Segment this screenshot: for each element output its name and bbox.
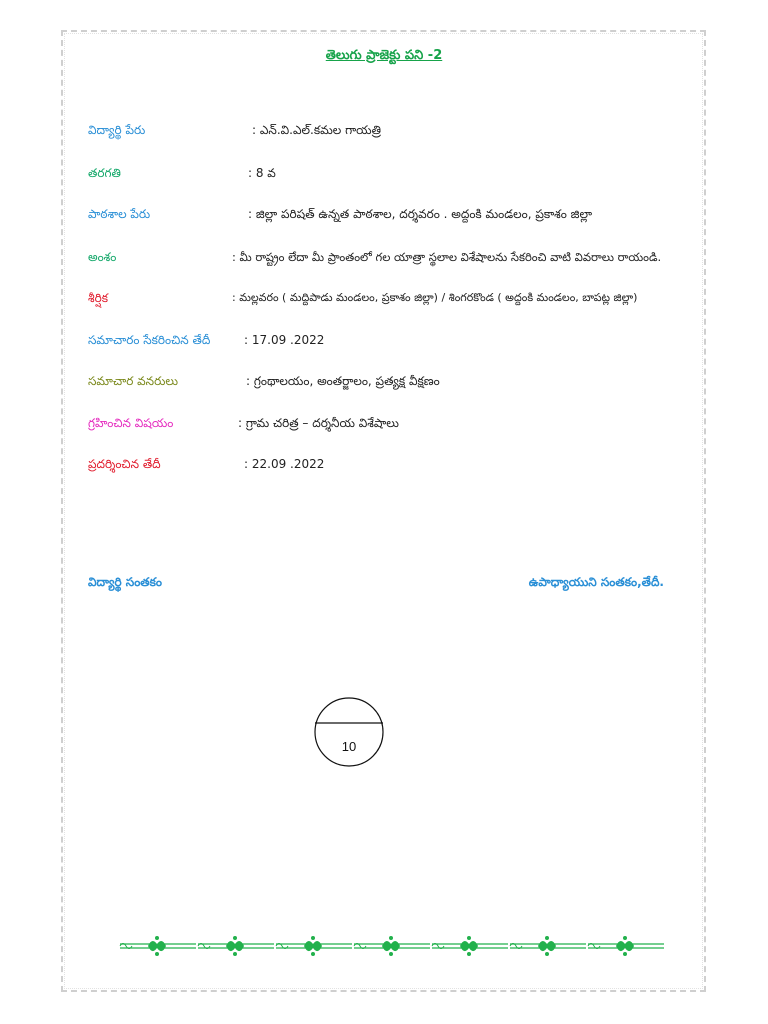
score-mark: 10: [341, 739, 357, 754]
label-learned: గ్రహించిన విషయం: [88, 416, 174, 430]
label-heading: శీర్షిక: [88, 291, 108, 305]
value-student-name: : ఎన్.వి.ఎల్.కమల గాయత్రి: [252, 123, 381, 137]
label-school-name: పాఠశాల పేరు: [88, 207, 151, 221]
page-title: తెలుగు ప్రాజెక్టు పని -2: [325, 48, 443, 63]
value-class: : 8 వ: [248, 166, 276, 180]
value-sources: : గ్రంథాలయం, అంతర్జాలం, ప్రత్యక్ష వీక్షణం: [246, 374, 440, 388]
value-school-name: : జిల్లా పరిషత్ ఉన్నత పాఠశాల, దర్శవరం . అద్దంకి మండలం, ప్రకాశం జిల్లా: [248, 207, 593, 221]
label-presentation-date: ప్రదర్శించిన తేదీ: [88, 457, 161, 471]
ornament-border: [118, 934, 670, 960]
label-topic: అంశం: [88, 250, 117, 264]
student-signature-label: విద్యార్థి సంతకం: [88, 575, 162, 589]
value-heading: : మల్లవరం ( మద్దిపాడు మండలం, ప్రకాశం జిల్లా) / శింగరకొండ ( అద్దంకి మండలం, బాపట్ల జిల్లా): [232, 291, 638, 304]
label-class: తరగతి: [88, 166, 121, 180]
score-circle: [314, 687, 384, 767]
page-border-inner: [64, 33, 703, 989]
page-title-wrap: [0, 44, 768, 66]
value-learned: : గ్రామ చరిత్ర – దర్శనీయ విశేషాలు: [238, 416, 399, 430]
value-collection-date: : 17.09 .2022: [244, 333, 325, 347]
value-presentation-date: : 22.09 .2022: [244, 457, 325, 471]
label-collection-date: సమాచారం సేకరించిన తేదీ: [88, 333, 211, 347]
label-student-name: విద్యార్థి పేరు: [88, 123, 146, 137]
value-topic: : మీ రాష్ట్రం లేదా మీ ప్రాంతంలో గల యాత్రా స్థలాల విశేషాలను సేకరించి వాటి వివరాలు రాయండి.: [232, 250, 662, 264]
label-sources: సమాచార వనరులు: [88, 374, 179, 388]
teacher-signature-label: ఉపాధ్యాయుని సంతకం,తేదీ.: [528, 575, 664, 589]
